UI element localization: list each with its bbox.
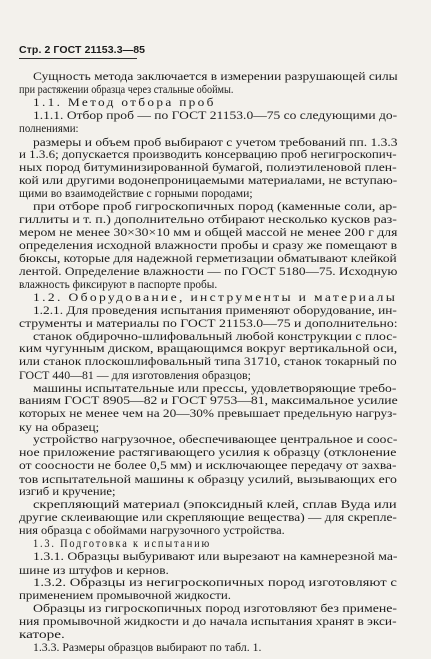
text-line: ким чугунным диском, вращающимся вокруг вертикальной оси, — [19, 342, 398, 356]
text-line: ное приложение растягивающего усилия к образцу (отклонение — [19, 446, 397, 460]
text-line: щими во взаимодействие с горными породами; — [19, 186, 253, 200]
text-line: бюксы, которые для надежной герметизации обматывают клейкой — [19, 252, 397, 266]
text-line: устройство нагрузочное, обеспечивающее центральное и соос- — [33, 433, 398, 447]
text-line: ных пород битуминизированной бумагой, полиэтиленовой плен- — [19, 161, 397, 175]
text-line: станок обдирочно-шлифовальный любой конструкции с плос- — [33, 329, 397, 343]
text-line: 1.3.1. Образцы выбуривают или вырезают на камнерезной ма- — [33, 549, 398, 563]
text-line: струменты и материалы по ГОСТ 21153.0—75 и дополнительно: — [19, 316, 398, 330]
text-line: размеры и объем проб выбирают с учетом требований пп. 1.3.3 — [33, 135, 398, 149]
text-line: каторе. — [19, 628, 65, 642]
text-line: лентой. Определение влажности — по ГОСТ 5180—75. Исходную — [19, 264, 398, 278]
text-line: ку на образец; — [19, 420, 100, 434]
text-line: кой или другими водонепроницаемыми материалами, не вступаю- — [19, 173, 398, 187]
text-line: Сущность метода заключается в измерении разрушающей силы — [33, 70, 398, 83]
text-line: 1.2. Оборудование, инструменты и материалы — [33, 291, 398, 305]
text-line: или станок плоскошлифовальный типа 31710, станок токарный по — [19, 355, 397, 368]
text-line: 1.3. Подготовка к испытанию — [33, 537, 212, 551]
text-line: при растяжении образца через стальные обоймы. — [19, 82, 234, 96]
text-line: 1.1. Метод отбора проб — [33, 96, 216, 110]
text-line: машины испытательные или прессы, удовлетворяющие требо- — [33, 381, 397, 395]
text-line: 1.3.3. Размеры образцов выбирают по табл. 1. — [33, 641, 262, 654]
text-line: определения исходной влажности пробы и сразу же помещают в — [19, 238, 398, 252]
text-line: применением промывочной жидкости. — [19, 589, 231, 603]
text-line: 1.1.1. Отбор проб — по ГОСТ 21153.0—75 со следующими до- — [33, 109, 398, 123]
text-line: 1.2.1. Для проведения испытания применяют оборудование, ин- — [33, 304, 397, 317]
text-line: ния образца с обоймами нагрузочного устройства. — [19, 524, 285, 538]
text-line: другие склеивающие или скрепляющие вещества) — для скрепле- — [19, 510, 397, 524]
text-line: ния промывочной жидкости и до начала испытания хранят в экси- — [19, 614, 397, 628]
text-line: изгиб и кручение; — [19, 485, 116, 499]
text-line: ГОСТ 440—81 — для изготовления образцов; — [19, 368, 251, 382]
text-line: гиллиты и т. п.) дополнительно отбирают несколько кусков раз- — [19, 213, 397, 226]
text-line: 1.3.2. Образцы из негигроскопичных пород изготовляют с — [33, 576, 397, 590]
text-line: шине из штуфов и кернов. — [19, 563, 169, 577]
text-line: скрепляющий материал (эпоксидный клей, сплав Вуда или — [33, 498, 397, 511]
header-rule — [19, 58, 137, 59]
text-line: ваниям ГОСТ 8905—82 и ГОСТ 9753—81, максимальное усилие — [19, 394, 398, 408]
text-line: мером не менее 30×30×10 мм и общей массой не менее 200 г для — [19, 225, 398, 239]
page-header: Стр. 2 ГОСТ 21153.3—85 — [19, 44, 146, 56]
text-line: Образцы из гигроскопичных пород изготовляют без примене- — [33, 601, 397, 615]
text-line: которых не менее чем на 20—30% превышает предельную нагруз- — [19, 407, 397, 420]
text-line: тов испытательной машины к образцу усилий, вызывающих его — [19, 472, 397, 486]
text-line: влажность фиксируют в паспорте пробы. — [19, 277, 218, 291]
text-line: от соосности не более 0,5 мм) и исключающее передачу от захва- — [19, 458, 397, 472]
text-line: и 1.3.6; допускается производить консервацию проб негигроскопич- — [19, 148, 397, 162]
text-line: при отборе проб гигроскопичных пород (каменные соли, ар- — [33, 200, 397, 214]
text-line: полнениями: — [19, 121, 79, 135]
